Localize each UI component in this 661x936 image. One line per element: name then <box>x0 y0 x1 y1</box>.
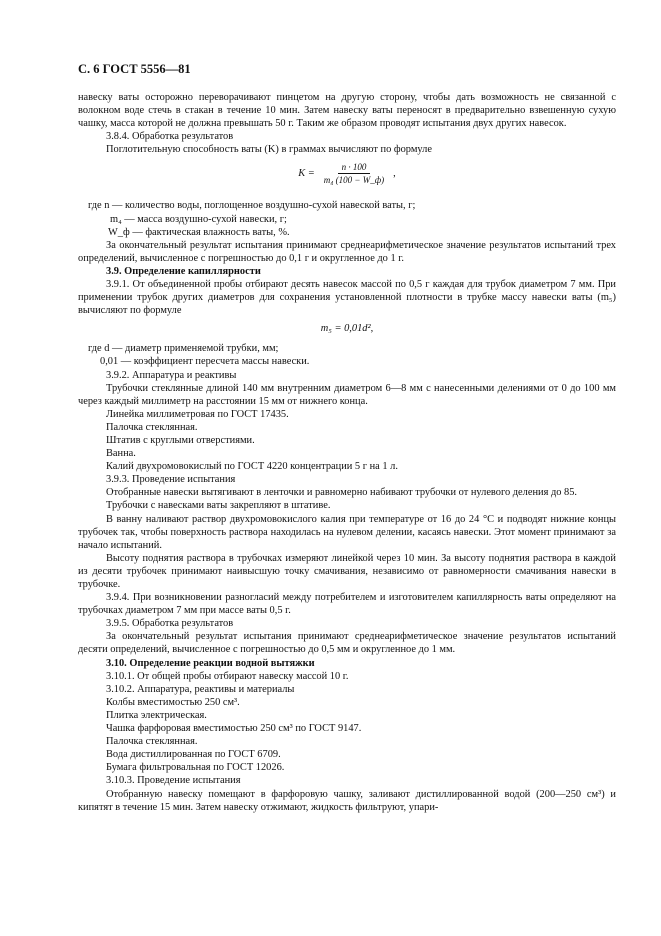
item-porcelain-cup: Чашка фарфоровая вместимостью 250 см³ по ГОСТ 9147. <box>106 723 362 735</box>
item-glass-rod: Палочка стеклянная. <box>106 421 198 433</box>
paragraph-3-9-3-b: Трубочки с навесками ваты закрепляют в штативе. <box>106 500 331 512</box>
document-page <box>78 62 616 814</box>
item-flasks: Колбы вместимостью 250 см³. <box>106 696 240 708</box>
formula-k-numerator: n · 100 <box>338 162 371 174</box>
paragraph-3-9-3-d: Высоту поднятия раствора в трубочках измеряют линейкой через 10 мин. За высоту поднятия раствора в каждой из десяти трубочек принимают наивысшую точку смачивания, независимо от равномерности смачивания навески в трубочке. <box>78 552 616 590</box>
paragraph-3-10-3: Отобранную навеску помещают в фарфоровую чашку, заливают дистиллированной водой (200—250 см³) и кипятят в течение 15 мин. Затем навеску отжимают, жидкость фильтруют, упари- <box>78 788 616 813</box>
definition-d: где d — диаметр применяемой трубки, мм; <box>88 343 279 355</box>
item-bath: Ванна. <box>106 448 136 460</box>
item-glass-rod-2: Палочка стеклянная. <box>106 736 198 748</box>
section-3-9-2: 3.9.2. Аппаратура и реактивы <box>106 369 237 381</box>
paragraph-3-9-3-c: В ванну наливают раствор двухромовокислого калия при температуре от 16 до 24 °С и подводят нижние концы трубочек так, чтобы поверхность раствора находилась на нулевом делении, касаясь навески. Этот момент принимают за начало испытаний. <box>78 513 616 551</box>
item-stand: Штатив с круглыми отверстиями. <box>106 434 255 446</box>
item-ruler: Линейка миллиметровая по ГОСТ 17435. <box>106 408 289 420</box>
paragraph-3-9-3-a: Отобранные навески вытягивают в ленточки и равномерно набивают трубочки от нулевого деления до 85. <box>106 487 578 499</box>
section-3-9-3: 3.9.3. Проведение испытания <box>106 474 236 486</box>
definition-m4: m₄ — масса воздушно-сухой навески, г; <box>110 213 287 225</box>
formula-k-tail: , <box>393 168 396 180</box>
definition-wf: W_ф — фактическая влажность ваты, %. <box>108 226 290 238</box>
definition-n: где n — количество воды, поглощенное воздушно-сухой навеской ваты, г; <box>88 200 416 212</box>
section-3-10-2: 3.10.2. Аппаратура, реактивы и материалы <box>106 683 295 695</box>
section-3-9-5: 3.9.5. Обработка результатов <box>106 618 234 630</box>
section-3-9-title: 3.9. Определение капиллярности <box>106 265 261 277</box>
definition-coef: 0,01 — коэффициент пересчета массы навески. <box>100 356 310 368</box>
formula-k <box>78 162 616 192</box>
paragraph-3-10-1: 3.10.1. От общей пробы отбирают навеску массой 10 г. <box>106 670 349 682</box>
paragraph-final-result-1: За окончательный результат испытания принимают среднеарифметическое значение результатов испытаний трех определений, вычисленное с погрешностью до 0,1 г и округленное до 1 г. <box>78 239 616 264</box>
paragraph-3-9-5: За окончательный результат испытания принимают среднеарифметическое значение результатов испытаний десяти определений, вычисленное с погрешностью до 0,5 мм и округленное до 1 мм. <box>78 631 616 656</box>
item-potassium-dichromate: Калий двухромовокислый по ГОСТ 4220 концентрации 5 г на 1 л. <box>106 461 398 473</box>
paragraph-tubes: Трубочки стеклянные длиной 140 мм внутренним диаметром 6—8 мм с нанесенными делениями от 0 до 100 мм через каждый миллиметр на расстоянии 15 мм от нижнего конца. <box>78 382 616 407</box>
item-distilled-water: Вода дистиллированная по ГОСТ 6709. <box>106 749 281 761</box>
paragraph-3-9-1: 3.9.1. От объединенной пробы отбирают десять навесок массой по 0,5 г каждая для трубок диаметром 7 мм. При применении трубок других диаметров для сохранения установленной плотности в трубке массу навески ваты (m₅) вычисляют по формуле <box>78 279 616 317</box>
item-filter-paper: Бумага фильтровальная по ГОСТ 12026. <box>106 762 285 774</box>
section-3-10-title: 3.10. Определение реакции водной вытяжки <box>106 657 315 669</box>
formula-k-denominator: m₄ (100 − W_ф) <box>323 175 385 186</box>
paragraph-3-9-4: 3.9.4. При возникновении разногласий между потребителем и изготовителем капиллярность ваты определяют на трубочках диаметром 7 мм при массе ваты 0,5 г. <box>78 592 616 617</box>
paragraph-k-intro: Поглотительную способность ваты (K) в граммах вычисляют по формуле <box>106 144 432 156</box>
page-header: С. 6 ГОСТ 5556—81 <box>78 62 191 76</box>
item-hot-plate: Плитка электрическая. <box>106 709 207 721</box>
formula-k-lhs: K = <box>298 168 315 180</box>
paragraph-continuation: навеску ваты осторожно переворачивают пинцетом на другую сторону, чтобы дать возможность не связанной с волокном воде стечь в стакан в течение 10 мин. Затем навеску ваты переносят в предварительно взвешенную сухую чашку, масса которой не должна превышать 50 г. Таким же образом проводят испытания двух других навесок. <box>78 92 616 130</box>
section-3-8-4: 3.8.4. Обработка результатов <box>106 131 234 143</box>
section-3-10-3: 3.10.3. Проведение испытания <box>106 775 241 787</box>
formula-m5: m₅ = 0,01d², <box>320 323 374 335</box>
